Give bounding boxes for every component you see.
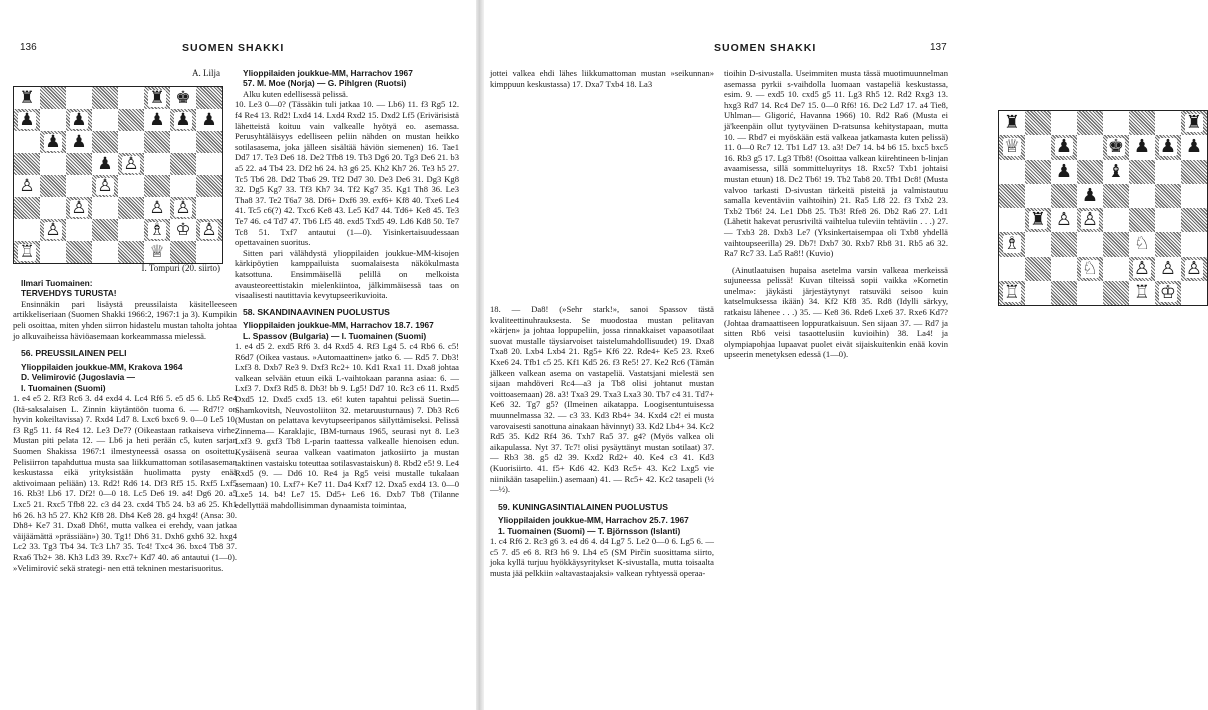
black-pawn-icon: ♟ (1159, 136, 1177, 158)
white-pawn-icon: ♙ (201, 219, 217, 240)
game-59-players: 1. Tuomainen (Suomi) — T. Björnsson (Islanti) (498, 525, 681, 536)
board-square (1051, 111, 1077, 135)
white-pawn-icon: ♙ (71, 197, 87, 218)
black-pawn-icon: ♟ (149, 109, 165, 130)
board-square (170, 87, 196, 109)
page-gutter (476, 0, 484, 710)
board-square (1051, 135, 1077, 159)
board-square (1181, 281, 1207, 305)
board-square (1077, 208, 1103, 232)
white-knight-icon: ♘ (1081, 257, 1099, 279)
black-pawn-icon: ♟ (175, 109, 191, 130)
board-square (92, 109, 118, 131)
game-57-event: Ylioppilaiden joukkue-MM, Harrachov 1967 (243, 68, 413, 78)
board-square (999, 160, 1025, 184)
game-58-players: L. Spassov (Bulgaria) — I. Tuomainen (Suomi) (243, 330, 427, 341)
board-square (1181, 232, 1207, 256)
board-square (170, 175, 196, 197)
board-square (14, 219, 40, 241)
board-square (196, 109, 222, 131)
black-rook-icon: ♜ (1003, 112, 1021, 134)
board-square (14, 87, 40, 109)
board-square (170, 109, 196, 131)
black-rook-icon: ♜ (19, 87, 35, 108)
board-square (118, 109, 144, 131)
black-pawn-icon: ♟ (201, 109, 217, 130)
white-bishop-icon: ♗ (1003, 233, 1021, 255)
board-square (14, 153, 40, 175)
board-square (144, 241, 170, 263)
board-square (1025, 257, 1051, 281)
board-square (66, 87, 92, 109)
white-rook-icon: ♖ (19, 241, 35, 262)
board-square (999, 135, 1025, 159)
board-square (999, 257, 1025, 281)
diagram-bottom-caption: I. Tompuri (20. siirto) (141, 263, 220, 273)
chess-diagram-left (13, 86, 223, 264)
board-square (1077, 184, 1103, 208)
board-square (999, 281, 1025, 305)
game-57-moves: 10. Le3 0—0? (Tässäkin tuli jatkaa 10. — Lb6) 11. f3 Rg5 12. f4 Re4 13. Rd2! Lxd4 14. Lxd4 Rxd2 15. Dxd2 Lf5 (Erivärisistä lähetteistä koituu vain valkealle hyötyä eo. asemassa. Perusyhtäläisyys edelliseen peliin nähden on mustan heikko sotilasasema, joka jälleen sisältää häviön siemenen) 16. Tae1 Dd7 17. Te3 De6 18. De2 Tfb8 19. Tb3 Dg6 20. Tg3 De6 21. b3 a5 22. a4 Tb4 23. Df2 h6 24. h3 g6 25. Kh2 Kh7 26. Te3 h5 27. Tc5 Tb6 28. Dd2 Tba6 29. Tf2 Dd7 30. De3 De6 31. Dg3 Kg8 32. Dg5 Kg7 33. Tf3 Kh7 34. Tf2 Kg7 35. Kg1 Th8 36. Le3 Tha8 37. Te2 T6a7 38. Df6+ Dxf6 39. exf6+ Kf8 40. Txe6 Le4 41. Tc5 c6(?) 42. Txc6 Ke8 43. Le5 Kd7 44. Td6+ Ke8 45. Te3 Te7 46. c4 Td7 47. Tb6 Lf5 48. exd5 Txd5 49. Ld6 Kd8 50. Te7 Tc8 51. Txf7 antautui (1—0). Yisinkertaisuudessaan opettavainen suoritus. (235, 99, 459, 248)
board-square (1051, 160, 1077, 184)
white-knight-icon: ♘ (1133, 233, 1151, 255)
white-queen-icon: ♕ (1003, 136, 1021, 158)
game-59-event: Ylioppilaiden joukkue-MM, Harrachov 25.7. 1967 (498, 515, 689, 526)
board-square (92, 87, 118, 109)
game-heading-58: 58. SKANDINAAVINEN PUOLUSTUS (243, 306, 390, 317)
board-square (1025, 111, 1051, 135)
board-square (1181, 184, 1207, 208)
white-bishop-icon: ♗ (149, 219, 165, 240)
game-58-after-diagram: 18. — Da8! (»Sehr stark!», sanoi Spassov tästä kvaliteettinuhrauksesta. Se muodostaa mustan pelitavan »kärjen» ja johtaa loppupeliin, jossa rinnakkaiset vapaasotilaat suovat mustalle täysiarvoiset taistelumahdollisuudet) 19. Dxa8 Txa8 20. Lxb4 Lxb4 21. Rg5+ Kf6 22. Rde4+ Ke5 23. Rxe6 Kxe6 24. Tfb1 c5 25. Kf1 Kd5 26. f3 Re5! 27. Ke2 Rc6 (Tämän jälkeen valkean asema on vastapeliä. Vastatsjani mielestä sen sijaan mahdöveri Rc4—a3 ja Tb8 olisi johtanut mustan voittoasemaan) 28. a3! Txa3 29. Txa3 Lxa3 30. Tb7 c4 31. Td7+ Ke6 32. Tg7 g5? (Ilmeinen aikatappa. Loogisentuntuisessa muunnelmassa 32. — c3 33. Kd3 Rb4+ 34. Kxd4 c2! ei musta varovaisesti sanottuna ainakaan hävinnyt) 33. Kd2 Lb4+ 34. Kc2 Rd5 35. Kd2 Rf4 36. Txh7 Ra5 37. g4? (Myös valkea oli aikapulassa. Nyt 37. Tc7! olisi pysäyttänyt mustan sotilaat) 37. — Rb3 38. g5 d2 39. Kxd2 Rd2+ 40. Ke4 c3 41. Kd3 (Kuorisiirto. 41. f5+ Kd6 42. Kd3 Rc5+ 43. Kc2 Lxg5 vie niinikään tasapeliin.) asemaan) 41. — Rc5+ 42. Kc2 tasapeli (½—½). (490, 304, 714, 495)
white-pawn-icon: ♙ (1055, 209, 1073, 231)
board-square (1025, 281, 1051, 305)
white-pawn-icon: ♙ (149, 197, 165, 218)
board-square (1051, 281, 1077, 305)
board-square (92, 197, 118, 219)
white-pawn-icon: ♙ (1185, 257, 1203, 279)
board-square (170, 131, 196, 153)
game-56-moves: 1. e4 e5 2. Rf3 Rc6 3. d4 exd4 4. Lc4 Rf6 5. e5 d5 6. Lb5 Re4 (Itä-saksalaisen L. Zinnin käytäntöön tuoma 6. — Rd7!? on hyvin kokeiltavissa) 7. Rxd4 Ld7 8. Lxc6 bxc6 9. 0—0 Le5 10. f3 Rg5 11. f4 Re4 12. Le3 De7? (Oikeastaan ratkaiseva virhe. Mustan piti pelata 12. — Lb6 ja heti perään c5, kuten sarjan Suomen Shakissa 1967:1 ilmestyneessä osassa on osoitettu. Pelisiirron tapahduttua musta saa liikkumattoman sotilasaseman keskustassa eikä yrityksistään huolimatta pysty enää aktivoimaan peliään) 13. Rd2! Rd6 14. Df3 Rf5 15. Rxf5 Lxf5 16. Rb3! Lb6 17. Df2! 0—0 18. Lc5 De6 19. a4! Dg6 20. a5 Lxc5 21. Rxc5 Tfb8 22. c3 d4 23. cxd4 Tb5 24. b3 a6 25. Kh1 h6 26. h3 h5 27. Kh2 Kf8 28. Dh4 Ke8 28. g4 hxg4! (Ansa: 30. Dh8+ Ke7 31. Dxa8 Dh6!, mutta valkea ei erehdy, vaan jatkaa väijäämättä »prässiään») 30. Tg1! Dh6 31. Dxh6 gxh6 32. hxg4 Lc2 33. Tg3 Tb4 34. Tc3 Lh7 35. Tc4! Txc4 36. bxc4 Tb8 37. Rxa6 Tb2+ 38. Kh3 Ld3 39. Rxc7+ Kd7 40. a6 antautui (1—0). »Velimirović sekä strategi- nen että tekninen mestarisuoritus. (13, 393, 237, 573)
board-square (40, 109, 66, 131)
board-square (40, 219, 66, 241)
black-king-icon: ♚ (175, 87, 191, 108)
board-square (1155, 111, 1181, 135)
game-59-continuation: tioihin D-sivustalla. Useimmiten musta tässä muotimuunnelman asemassa pyrkii s-vaihdolla luomaan vastapeliä keskustassa, esim. 9. — exd5 10. cxd5 g5 11. Lg3 Rh5 12. Rd2 Rxg3 13. hxg3 Rd7 14. Rc4 De7 15. 0—0 Rf6! 16. Dc2 Ld7 17. a4 Tie8, Uhlman— Gligorić, Havanna 1966) 10. Rd2 Ra6 (Musta ei jä'keenpäin ollut tyytyväinen D-ratsunsa kehitystapaan, mutta 10. — Rbd7 ei myöskään estä valkeaa jatkamasta kuten pelissä) 11. 0—0 Rc7 12. Tb1 Ld7 13. a3! De7 14. b4 b6 15. bxc5 bxc5 16. Rb3 g5 17. Lg3 Tfb8! (Osoittaa valkean kiirehtineen b-linjan avaamisessa, sillä sommitteluyritys 18. Rxc5? Txb1 johtaisi mustan etuun) 18. Dc2 Tb6! 19. Tb2 Tab8 20. Tfb1 Dc8! (Musta valvoo tarkasti D-sivustan tärkeitä pisteitä ja valmistautuu samalla keventäviin vaihtoihin) 21. Ra5 Lf8 22. f3 Txb2 23. Txb2 Tb6! 24. Le1 Db8 25. Tb3! Rfe8 26. Db2 Ra6 27. Ld1 (Lähetit hakevat perusriviltä vaihtelua tuleviin tehtäviin . . .) 27. — Txb3 28. Dxb3 Le7 (Yksinkertaisempaa oli Txb8 yhdellä vaihtoupseerilla) 29. Db7! Dxb7 30. Rxb7 Rb8 31. Rb5 a6 32. Ra7 Rc7 33. La5 Ra8!! (Kuvio) (724, 68, 948, 259)
white-queen-icon: ♕ (149, 241, 165, 262)
board-square (1129, 208, 1155, 232)
board-square (144, 109, 170, 131)
board-square (14, 241, 40, 263)
board-square (1051, 184, 1077, 208)
game-57-intro: Alku kuten edellisessä pelissä. (243, 88, 349, 99)
game-59-final-commentary: (Ainutlaatuisen hupaisa asetelma varsin valkeaa merkeissä sujuneessa pelissä! Kuvan tilteissä sopii vaikka »Kornetin unelma»: jäykästi järjestäytynyt ratsuväki seisoo kuin katselmuksessa ikään) 34. Kf2 Kf8 35. Rd8 (Idylli särkyy, ratkaisu lähenee . . .) 35. — Ke8 36. Rde6 Lxe6 37. Rxe6 Kd7? (Johtaa dramaattiseen loppuratkaisuun. Sen sijaan 37. — Rd7 ja sitten Rb6 veisi tasaottelusiin kuvioihin) 38. La4! ja olympiapohjaa lupaavat puolet eivät sijaiskuitenkin enää kovin upseerin menetyksen edessä (1—0). (724, 264, 948, 360)
board-square (1077, 232, 1103, 256)
black-rook-icon: ♜ (1029, 209, 1047, 231)
board-square (1051, 232, 1077, 256)
white-pawn-icon: ♙ (1159, 257, 1177, 279)
board-square (1103, 232, 1129, 256)
board-square (170, 219, 196, 241)
game-56-white: D. Velimirović (Jugoslavia — (21, 372, 136, 383)
board-square (1181, 257, 1207, 281)
board-square (999, 232, 1025, 256)
board-square (196, 131, 222, 153)
board-square (144, 153, 170, 175)
black-pawn-icon: ♟ (1185, 136, 1203, 158)
board-square (1129, 160, 1155, 184)
board-square (92, 153, 118, 175)
board-square (92, 175, 118, 197)
board-square (118, 131, 144, 153)
chess-diagram-right (998, 110, 1208, 306)
board-square (999, 184, 1025, 208)
board-square (1129, 232, 1155, 256)
article-title: TERVEHDYS TURUSTA! (21, 288, 117, 299)
board-square (144, 175, 170, 197)
board-square (118, 197, 144, 219)
board-square (1155, 257, 1181, 281)
left-column-1 (13, 278, 237, 708)
board-square (1025, 232, 1051, 256)
board-square (1129, 135, 1155, 159)
board-square (66, 197, 92, 219)
board-square (66, 109, 92, 131)
right-column-1-top (490, 68, 714, 108)
game-56-black: I. Tuomainen (Suomi) (21, 382, 106, 393)
board-square (196, 219, 222, 241)
game-56-event: Ylioppilaiden joukkue-MM, Krakova 1964 (21, 361, 183, 372)
black-pawn-icon: ♟ (45, 131, 61, 152)
board-square (1025, 160, 1051, 184)
black-pawn-icon: ♟ (71, 131, 87, 152)
board-square (14, 175, 40, 197)
board-square (170, 241, 196, 263)
board-square (1155, 208, 1181, 232)
board-square (40, 175, 66, 197)
white-pawn-icon: ♙ (19, 175, 35, 196)
left-column-2 (235, 68, 459, 708)
board-square (1103, 135, 1129, 159)
board-square (118, 153, 144, 175)
black-pawn-icon: ♟ (71, 109, 87, 130)
board-square (92, 241, 118, 263)
white-pawn-icon: ♙ (123, 153, 139, 174)
game-59-moves: 1. c4 Rf6 2. Rc3 g6 3. e4 d6 4. d4 Lg7 5. Le2 0—0 6. Lg5 6. — c5 7. d5 e6 8. Rf3 h6 9. Lh4 e5 (SM Pirčin suosittama siirto, joka kyllä turjuu hyökkäysyritykset K-sivustalla, mutta toisaalta musta jää pelkkiin »altavastaajaksi» valkean ryhtyessä operaa- (490, 536, 714, 578)
game-heading-56: 56. PREUSSILAINEN PELI (21, 348, 127, 359)
board-square (1051, 208, 1077, 232)
board-square (40, 131, 66, 153)
white-pawn-icon: ♙ (97, 175, 113, 196)
board-square (66, 175, 92, 197)
board-square (66, 153, 92, 175)
black-pawn-icon: ♟ (1081, 184, 1099, 206)
board-square (1181, 160, 1207, 184)
right-page (484, 0, 1203, 710)
board-square (1129, 281, 1155, 305)
board-square (40, 153, 66, 175)
game-58-event: Ylioppilaiden joukkue-MM, Harrachov 18.7. 1967 (243, 320, 434, 331)
board-square (1103, 111, 1129, 135)
board-square (92, 131, 118, 153)
board-square (118, 219, 144, 241)
board-square (999, 111, 1025, 135)
board-square (170, 153, 196, 175)
black-pawn-icon: ♟ (19, 109, 35, 130)
board-square (144, 131, 170, 153)
board-square (1025, 135, 1051, 159)
page-number-right: 137 (930, 42, 947, 53)
diagram-top-caption: A. Lilja (192, 68, 220, 78)
white-rook-icon: ♖ (1003, 281, 1021, 303)
board-square (40, 197, 66, 219)
board-square (196, 241, 222, 263)
board-square (1155, 232, 1181, 256)
board-square (196, 87, 222, 109)
game-57-players: 57. M. Moe (Norja) — G. Pihlgren (Ruotsi) (243, 78, 407, 89)
board-square (1129, 184, 1155, 208)
black-rook-icon: ♜ (1185, 112, 1203, 134)
board-square (118, 175, 144, 197)
board-square (118, 87, 144, 109)
white-pawn-icon: ♙ (1133, 257, 1151, 279)
left-page (0, 0, 476, 710)
page-number-left: 136 (20, 42, 37, 53)
board-square (1025, 184, 1051, 208)
white-pawn-icon: ♙ (45, 219, 61, 240)
right-column-2 (724, 68, 948, 708)
board-square (1025, 208, 1051, 232)
white-pawn-icon: ♙ (1081, 209, 1099, 231)
board-square (66, 219, 92, 241)
board-square (1077, 281, 1103, 305)
board-square (1103, 208, 1129, 232)
board-square (1051, 257, 1077, 281)
black-pawn-icon: ♟ (97, 153, 113, 174)
board-square (1181, 135, 1207, 159)
board-square (66, 241, 92, 263)
board-square (1103, 281, 1129, 305)
white-pawn-icon: ♙ (175, 197, 191, 218)
board-square (66, 131, 92, 153)
board-square (40, 87, 66, 109)
board-square (1077, 160, 1103, 184)
board-square (40, 241, 66, 263)
board-square (1103, 184, 1129, 208)
running-head-right: SUOMEN SHAKKI (714, 42, 817, 54)
game-58-moves: 1. e4 d5 2. exd5 Rf6 3. d4 Rxd5 4. Rf3 Lg4 5. c4 Rb6 6. c5! R6d7 (Oikea vastaus. »Automaattinen» jatko 6. — Rd5 7. Db3! Lxf3 8. Dxb7 Re3 9. Dxf3 Rc2+ 10. Kd1 Rxa1 11. Dxa8 johtaa valkean selvään etuun eikä L-vaihtokaan paranna asiaa: 6. — Lxf3 7. Dxf3 Rd5 8. Db3! bb 9. Lg5! Dd7 10. Rc3 c6 11. Rxd5 Dxd5 12. Dxd5 cxd5 13. e6! kuten tapahtui pelissä Suetin—Shamkovitsh, Neuvostoliiton 32. metaruusturnaus) 7. Db3 Rc6 (Mustan on pelattava kevytupseeripanos säilyttämiseksi. Pelissä Zinnema— Karaklajic, IBM-turnaus 1965, seurasi nyt 8. Le3 Lxf3 9. gxf3 Tb8 L-parin taattessa valkealle hienoisen edun. Kysäisenä seuraa valkean vaatimaton jatkosiirto ja mustan taktinen vastaisku toteuttaa sotilasvastaiskun) 8. Rbd2 e5! 9. Le4 Rxd5 (9. — Dd6 10. Re4 ja Rg5 veisi mustalle tukalaan asemaan) 10. Lxf7+ Ke7 11. Da4 Kxf7 12. Dxa5 exd4 13. 0—0 Lxe5 14. b4! Le7 15. Dd5+ Le6 16. Dxb7 Tb8 (Tilanne edellyttää mahdollisimman dynaamista toimintaa, (235, 341, 459, 510)
board-square (999, 208, 1025, 232)
board-square (144, 219, 170, 241)
board-square (196, 197, 222, 219)
board-square (1103, 160, 1129, 184)
article-author: Ilmari Tuomainen: (21, 278, 93, 288)
board-square (144, 197, 170, 219)
white-king-icon: ♔ (1159, 281, 1177, 303)
board-square (1077, 111, 1103, 135)
board-square (1181, 208, 1207, 232)
board-square (14, 197, 40, 219)
board-square (1155, 184, 1181, 208)
board-square (1103, 257, 1129, 281)
black-pawn-icon: ♟ (1055, 136, 1073, 158)
article-intro: Ensinnäkin pari lisäystä preussilaista käsitelleeseen artikkeliseriaan (Suomen Shakki 1966:2, 1967:1 ja 3). Kumpikin peli osoittaa, miten yhden siirron hidastelu mustan taholta johtaa jo alkuvaiheissa häviöasemaan korkeammassa mielessä. (13, 298, 237, 341)
right-column-1 (490, 304, 714, 708)
board-square (14, 109, 40, 131)
black-bishop-icon: ♝ (1107, 160, 1125, 182)
white-rook-icon: ♖ (1133, 281, 1151, 303)
black-pawn-icon: ♟ (1055, 160, 1073, 182)
board-square (1155, 135, 1181, 159)
game-58-continuation: jottei valkea ehdi lähes liikkumattoman mustan »seikunnan» kimppuun keskustassa) 17. Dxa7 Txb4 18. La3 (490, 68, 714, 89)
game-heading-59: 59. KUNINGASINTIALAINEN PUOLUSTUS (498, 501, 668, 512)
board-square (92, 219, 118, 241)
game-57-commentary: Sitten pari välähdystä ylioppilaiden joukkue-MM-kisojen kärkipöytien kamppailuista suomalaisesta näkökulmasta katsottuna. Ensimmäisellä pelillä on melkoista avausteoreettistakin mielenkiintoa, jälkimmäisessä taas on visaalisesti nautittavia kevytupseerikuvioita. (235, 247, 459, 301)
black-pawn-icon: ♟ (1133, 136, 1151, 158)
board-square (1077, 135, 1103, 159)
board-square (196, 175, 222, 197)
black-king-icon: ♚ (1107, 136, 1125, 158)
board-square (14, 131, 40, 153)
board-square (118, 241, 144, 263)
board-square (144, 87, 170, 109)
black-rook-icon: ♜ (149, 87, 165, 108)
white-king-icon: ♔ (175, 219, 191, 240)
running-head-left: SUOMEN SHAKKI (182, 42, 285, 54)
board-square (196, 153, 222, 175)
board-square (1129, 111, 1155, 135)
board-square (1077, 257, 1103, 281)
board-square (1155, 160, 1181, 184)
board-square (1129, 257, 1155, 281)
board-square (1155, 281, 1181, 305)
board-square (1181, 111, 1207, 135)
board-square (170, 197, 196, 219)
